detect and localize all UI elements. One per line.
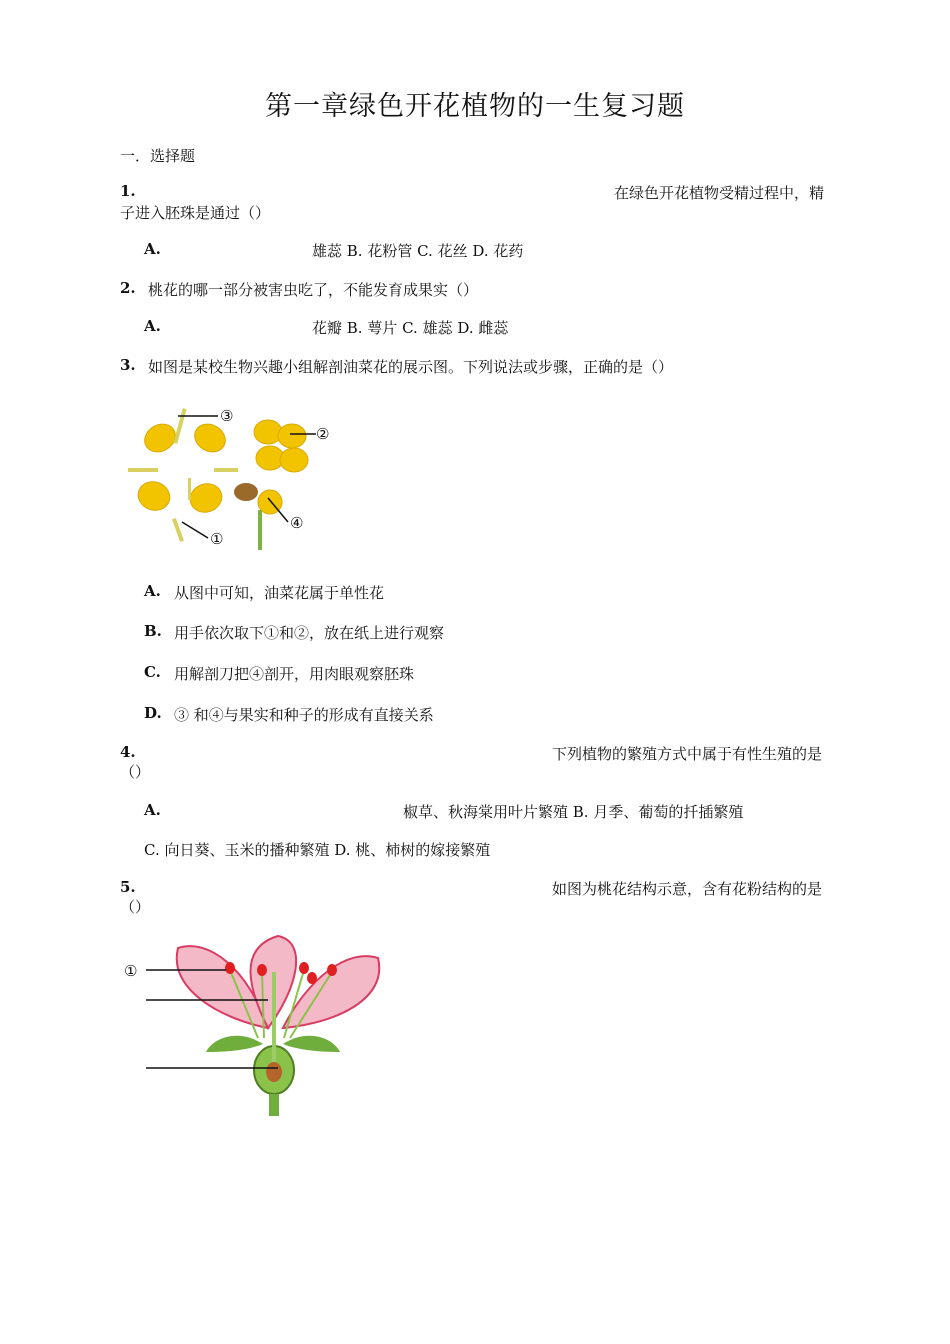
peach-flower-figure bbox=[118, 928, 418, 1120]
rapeseed-flower-figure bbox=[118, 398, 328, 558]
figure-3-label-3: ③ bbox=[220, 407, 234, 425]
question-3-number: 3. bbox=[120, 356, 136, 374]
question-1-option-label: A. bbox=[144, 240, 161, 258]
question-3-option-b-label: B. bbox=[144, 622, 162, 640]
figure-3-label-2: ② bbox=[316, 425, 330, 443]
question-3-option-c-label: C. bbox=[144, 663, 161, 681]
question-2-text: 桃花的哪一部分被害虫吃了，不能发育成果实（） bbox=[148, 281, 479, 299]
question-4-number: 4. bbox=[120, 743, 136, 761]
question-4-text-cont: （） bbox=[120, 763, 151, 781]
question-4-option-label: A. bbox=[144, 801, 161, 819]
question-5-text: 如图为桃花结构示意，含有花粉结构的是 bbox=[551, 880, 822, 898]
figure-5-label-1: ① bbox=[124, 962, 138, 980]
page-title: 第一章绿色开花植物的一生复习题 bbox=[265, 91, 685, 122]
question-1-text-cont: 子进入胚珠是通过（） bbox=[120, 204, 271, 222]
question-1-text: 在绿色开花植物受精过程中，精 bbox=[613, 184, 824, 202]
question-5-number: 5. bbox=[120, 878, 136, 896]
question-3-option-d-label: D. bbox=[144, 704, 162, 722]
question-3-option-c-text: 用解剖刀把④剖开，用肉眼观察胚珠 bbox=[174, 665, 415, 683]
question-1-number: 1. bbox=[120, 182, 136, 200]
figure-3-label-4: ④ bbox=[290, 514, 304, 532]
question-3-option-a-label: A. bbox=[144, 582, 161, 600]
question-1-options: 雄蕊 B. 花粉管 C. 花丝 D. 花药 bbox=[312, 242, 524, 260]
section-heading: 一．选择题 bbox=[120, 147, 196, 165]
question-4-options: 椒草、秋海棠用叶片繁殖 B. 月季、葡萄的扦插繁殖 bbox=[403, 803, 744, 821]
question-2-number: 2. bbox=[120, 279, 136, 297]
question-3-option-a-text: 从图中可知，油菜花属于单性花 bbox=[174, 584, 385, 602]
question-2-option-label: A. bbox=[144, 317, 161, 335]
question-4-text: 下列植物的繁殖方式中属于有性生殖的是 bbox=[551, 745, 822, 763]
question-5-text-cont: （） bbox=[120, 898, 151, 916]
figure-3-label-1: ① bbox=[210, 530, 224, 548]
question-3-text: 如图是某校生物兴趣小组解剖油菜花的展示图。下列说法或步骤，正确的是（） bbox=[148, 358, 674, 376]
question-2-options: 花瓣 B. 萼片 C. 雄蕊 D. 雌蕊 bbox=[312, 319, 509, 337]
question-4-options-line2: C. 向日葵、玉米的播种繁殖 D. 桃、柿树的嫁接繁殖 bbox=[144, 841, 491, 859]
question-3-option-d-text: ③ 和④与果实和种子的形成有直接关系 bbox=[174, 706, 434, 724]
question-3-option-b-text: 用手依次取下①和②，放在纸上进行观察 bbox=[174, 624, 445, 642]
